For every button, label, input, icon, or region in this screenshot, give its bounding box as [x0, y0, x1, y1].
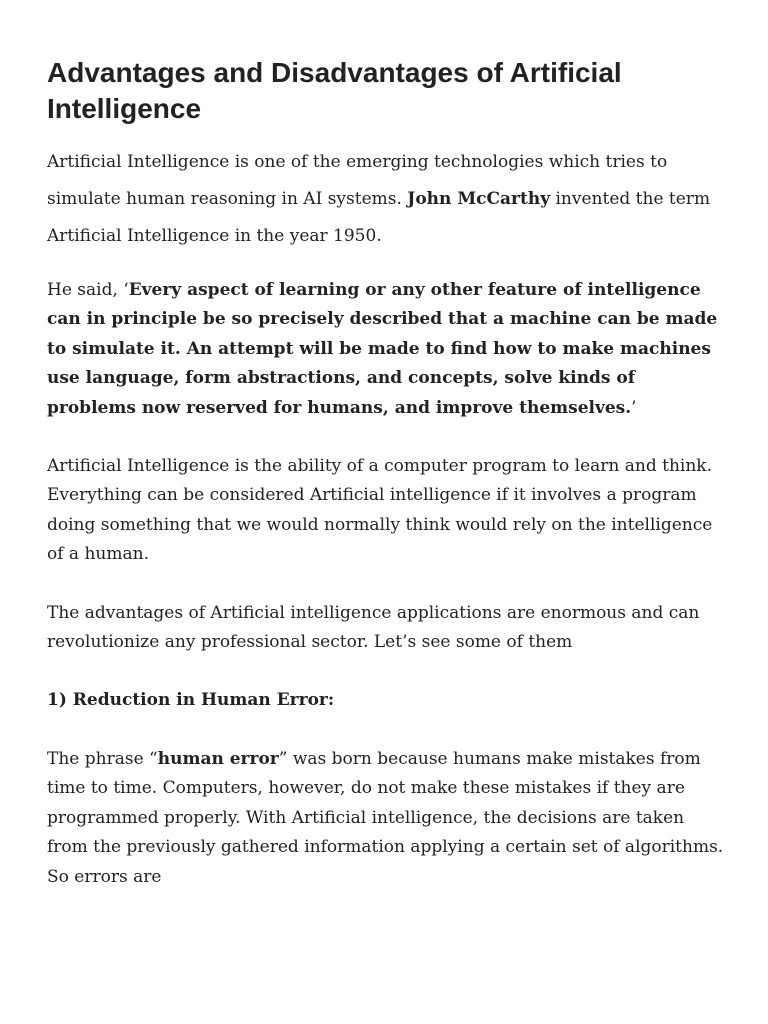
section-paragraph	[47, 745, 727, 892]
intro-text-after: invented the term Artificial Intelligence in the year 1950.	[47, 189, 711, 246]
intro-paragraph	[47, 144, 727, 255]
quote-paragraph	[47, 276, 727, 423]
article	[47, 55, 727, 921]
definition-paragraph: Artificial Intelligence is the ability of a computer program to learn and think. Everything can be considered Artificial intelligence if it involves a program doing something that we would normally think would rely on the intelligence of a human.	[47, 456, 713, 565]
article-title: Advantages and Disadvantages of Artificial Intelligence	[47, 57, 622, 124]
quote-text: Every aspect of learning or any other feature of intelligence can in principle be so precisely described that a machine can be made to simulate it. An attempt will be made to find how to make machines use language, form abstractions, and concepts, solve kinds of problems now reserved for humans, and improve themselves.	[47, 280, 718, 418]
intro-text-before: Artificial Intelligence is one of the emerging technologies which tries to simulate human reasoning in AI systems.	[47, 152, 668, 209]
advantages-intro-paragraph: The advantages of Artificial intelligence applications are enormous and can revolutionize any professional sector. Let’s see some of them	[47, 602, 700, 653]
section-text-after: ” was born because humans make mistakes from time to time. Computers, however, do not make these mistakes if they are programmed properly. With Artificial intelligence, the decisions are taken from the previously gathered information applying a certain set of algorithms. So errors are	[47, 748, 724, 887]
section-heading	[47, 686, 727, 715]
quote-suffix: ’	[631, 397, 637, 418]
intro-person-name: John McCarthy	[407, 189, 551, 209]
section-heading-text: 1) Reduction in Human Error:	[47, 690, 335, 711]
quote-prefix: He said, ‘	[47, 280, 129, 300]
section-text-before: The phrase “	[47, 748, 158, 769]
section-term: human error	[157, 748, 279, 769]
